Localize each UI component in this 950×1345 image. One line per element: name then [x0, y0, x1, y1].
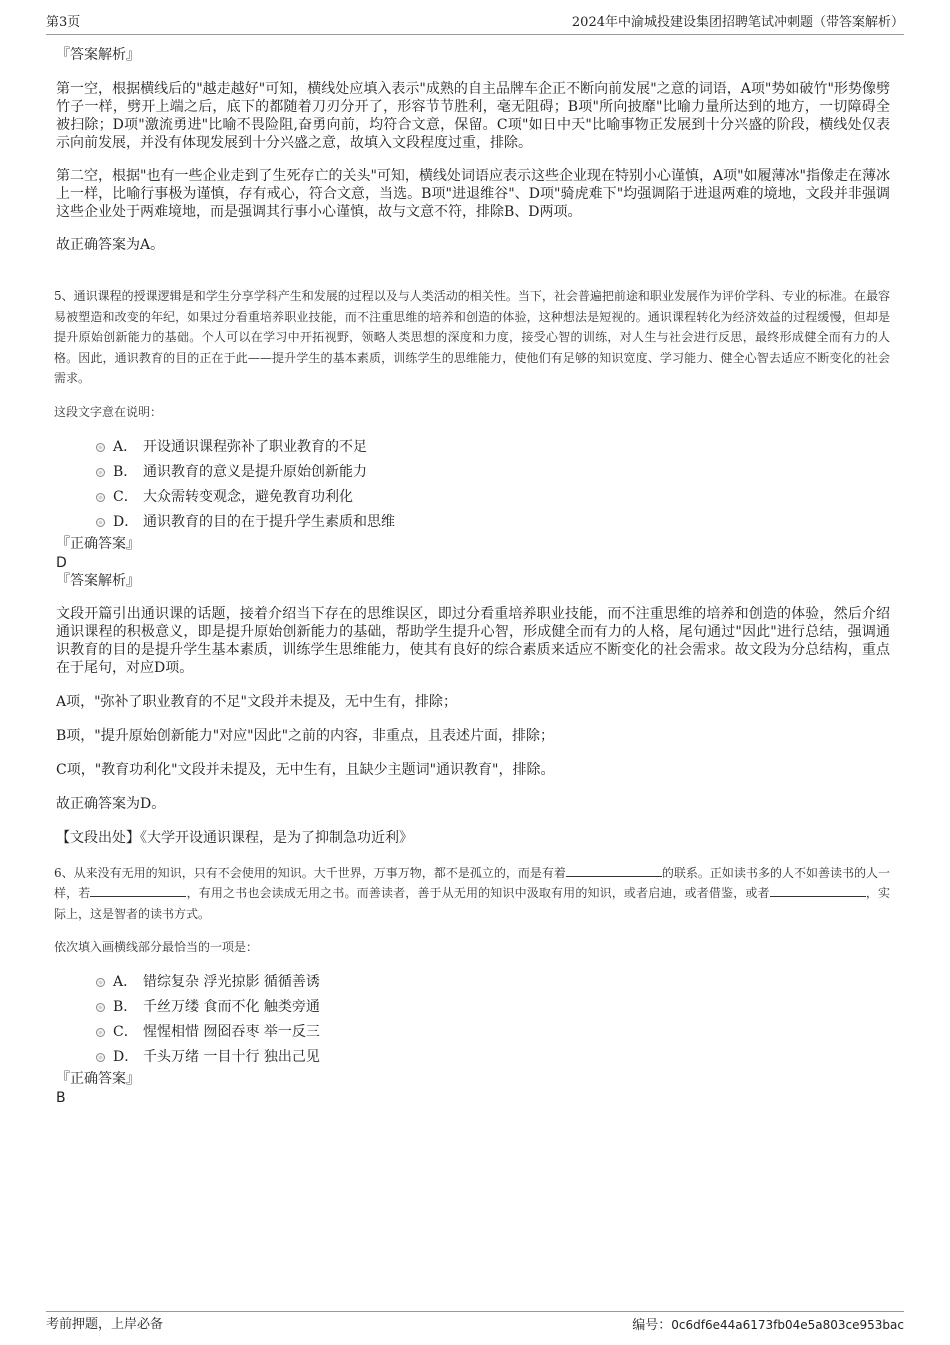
page-header — [46, 12, 904, 35]
q4-analysis-label: 『答案解析』 — [56, 47, 140, 63]
page-footer — [46, 1311, 904, 1334]
page-number: 第3页 — [46, 15, 81, 30]
q5-options — [56, 435, 890, 535]
q6-options — [56, 970, 890, 1070]
q5-question-text: 5、通识课程的授课逻辑是和学生分享学科产生和发展的过程以及与人类活动的相关性。当下，社会普遍把前途和职业发展作为评价学科、专业的标准。在最容易被塑造和改变的年纪，如果过分看重培养职业技能，而不注重思维的培养和创造的体验，这种想法是短视的。通识课程转化为经济效益的过程缓慢，但却是提升原始创新能力的基础。个人可以在学习中开拓视野，领略人类思想的深度和力度，接受心智的训练，对人生与社会进行反思，最终形成健全而有力的人格。因此，通识教育的目的正在于此——提升学生的基本素质，训练学生的思维能力，使他们有足够的知识宽度、学习能力、健全心智去适应不断变化的社会需求。 — [54, 289, 890, 385]
q4-conclusion: 故正确答案为A。 — [56, 237, 165, 253]
q5-source: 【文段出处】《大学开设通识课程，是为了抑制急功近利》 — [56, 829, 413, 846]
radio-icon[interactable] — [96, 518, 105, 527]
q5-prompt: 这段文字意在说明： — [54, 404, 163, 419]
radio-icon[interactable] — [96, 493, 105, 502]
fill-blank-1 — [566, 864, 662, 877]
q6-prompt: 依次填入画横线部分最恰当的一项是： — [54, 940, 259, 954]
document-title: 2024年中渝城投建设集团招聘笔试冲刺题（带答案解析） — [571, 15, 904, 30]
q6-question-text: 6、从来没有无用的知识，只有不会使用的知识。大千世界，万事万物，都不是孤立的，而是有着 的联系。正如读书多的人不如善读书的人一样，若 ，有用之书也会读成无用之书。而善读者，善于从无用的知识中汲取有用的知识，或者启迪，或者借鉴，或者 ，实际上，这是智者的读书方式。 — [54, 865, 890, 921]
footer-slogan: 考前押题，上岸必备 — [46, 1317, 164, 1332]
radio-icon[interactable] — [96, 1003, 105, 1012]
q5-option-b[interactable]: B． 通识教育的意义是提升原始创新能力 — [56, 460, 890, 485]
q5-analysis-option-b: B项，"提升原始创新能力"对应"因此"之前的内容，非重点，且表述片面，排除； — [56, 727, 555, 744]
page-content — [56, 46, 890, 1107]
radio-icon[interactable] — [96, 1053, 105, 1062]
radio-icon[interactable] — [96, 978, 105, 987]
q6-option-b[interactable]: B． 千丝万缕 食而不化 触类旁通 — [56, 995, 890, 1020]
q6-correct-answer: B — [56, 1090, 66, 1106]
q6-option-d[interactable]: D． 千头万绪 一目十行 独出己见 — [56, 1045, 890, 1070]
q5-analysis-option-a: A项，"弥补了职业教育的不足"文段并未提及，无中生有，排除； — [56, 693, 457, 710]
document-code: 编号：0c6df6e44a6173fb04e5a803ce953bac — [632, 1318, 904, 1333]
radio-icon[interactable] — [96, 443, 105, 452]
q4-analysis-paragraph-2: 第二空，根据"也有一些企业走到了生死存亡的关头"可知，横线处词语应表示这些企业现在特别小心谨慎，A项"如履薄冰"指像走在薄冰上一样，比喻行事极为谨慎，存有戒心，符合文意，当选。B项"进退维谷"、D项"骑虎难下"均强调陷于进退两难的境地，文段并非强调这些企业处于两难境地，而是强调其行事小心谨慎，故与文意不符，排除B、D两项。 — [56, 168, 890, 220]
fill-blank-3 — [770, 884, 866, 897]
q5-option-a[interactable]: A． 开设通识课程弥补了职业教育的不足 — [56, 435, 890, 460]
q6-option-a[interactable]: A． 错综复杂 浮光掠影 循循善诱 — [56, 970, 890, 995]
q5-conclusion: 故正确答案为D。 — [56, 795, 166, 812]
q5-option-d[interactable]: D． 通识教育的目的在于提升学生素质和思维 — [56, 510, 890, 535]
q6-correct-label: 『正确答案』 — [56, 1071, 140, 1087]
radio-icon[interactable] — [96, 468, 105, 477]
q5-correct-label: 『正确答案』 — [56, 535, 140, 552]
q5-correct-answer: D — [56, 554, 67, 571]
q5-analysis-label: 『答案解析』 — [56, 572, 140, 589]
q4-analysis-paragraph-1: 第一空，根据横线后的"越走越好"可知，横线处应填入表示"成熟的自主品牌车企正不断向前发展"之意的词语，A项"势如破竹"形势像劈竹子一样，劈开上端之后，底下的都随着刀刃分开了，形容节节胜利，毫无阻碍；B项"所向披靡"比喻力量所达到的地方，一切障碍全被扫除；D项"激流勇进"比喻不畏险阻,奋勇向前，均符合文意，保留。C项"如日中天"比喻事物正发展到十分兴盛的阶段，横线处仅表示向前发展，并没有体现发展到十分兴盛之意，故填入文段程度过重，排除。 — [56, 81, 890, 151]
q5-analysis-paragraph: 文段开篇引出通识课的话题，接着介绍当下存在的思维误区，即过分看重培养职业技能，而不注重思维的培养和创造的体验，然后介绍通识课程的积极意义，即是提升原始创新能力的基础，帮助学生提升心智，形成健全而有力的人格，尾句通过"因此"进行总结，强调通识教育的目的是提升学生基本素质，训练学生思维能力，使其有良好的综合素质来适应不断变化的社会需求。故文段为分总结构，重点在于尾句，对应D项。 — [56, 605, 890, 676]
fill-blank-2 — [90, 884, 186, 897]
q5-analysis-option-c: C项，"教育功利化"文段并未提及，无中生有，且缺少主题词"通识教育"，排除。 — [56, 761, 555, 778]
q5-option-c[interactable]: C． 大众需转变观念，避免教育功利化 — [56, 485, 890, 510]
q6-option-c[interactable]: C． 惺惺相惜 囫囵吞枣 举一反三 — [56, 1020, 890, 1045]
radio-icon[interactable] — [96, 1028, 105, 1037]
